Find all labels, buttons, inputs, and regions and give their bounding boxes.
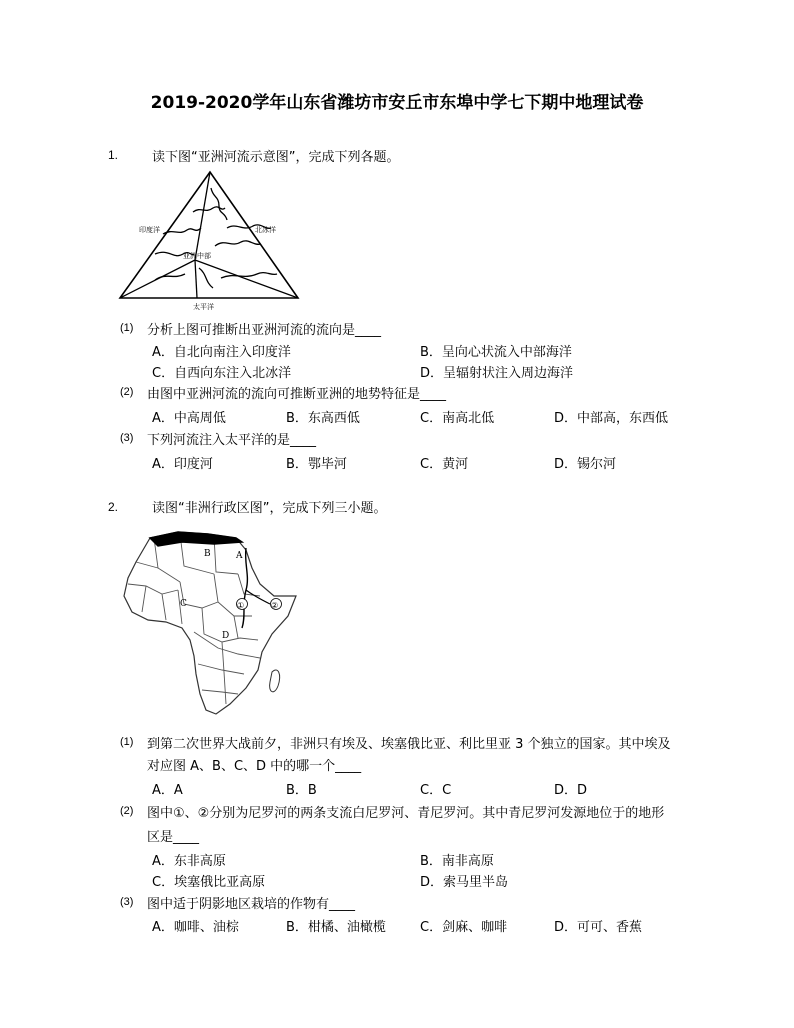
q1-sub3-option-d[interactable]: D．锡尔河 <box>554 457 617 472</box>
africa-map-figure <box>118 524 304 720</box>
q2-sub3-option-b[interactable]: B．柑橘、油橄榄 <box>286 920 386 935</box>
q2-sub2-option-b[interactable]: B．南非高原 <box>420 854 494 869</box>
label-pacific-ocean: 太平洋 <box>193 303 214 311</box>
q2-sub3-option-c[interactable]: C．剑麻、咖啡 <box>420 920 508 935</box>
q2-sub3-option-d[interactable]: D．可可、香蕉 <box>554 920 643 935</box>
shaded-region <box>150 532 242 546</box>
q1-sub3-number: (3) <box>120 432 134 444</box>
asia-rivers-figure <box>115 168 305 311</box>
map-label-river-1: ① <box>237 601 245 610</box>
q1-sub1-text: 分析上图可推断出亚洲河流的流向是____ <box>147 323 382 338</box>
q2-sub1-option-a[interactable]: A．A <box>152 783 183 798</box>
q2-sub3-text: 图中适于阴影地区栽培的作物有____ <box>147 897 356 912</box>
q1-sub1-option-d[interactable]: D．呈辐射状注入周边海洋 <box>420 366 574 381</box>
q2-sub2-text: 图中①、②分别为尼罗河的两条支流白尼罗河、青尼罗河。其中青尼罗河发源地位于的地形 <box>147 806 665 821</box>
q2-sub2-text-line2: 区是____ <box>147 830 200 845</box>
q1-sub2-text: 由图中亚洲河流的流向可推断亚洲的地势特征是____ <box>147 387 447 402</box>
map-label-d: D <box>222 631 230 641</box>
q2-sub2-option-d[interactable]: D．索马里半岛 <box>420 875 509 890</box>
q1-sub3-option-c[interactable]: C．黄河 <box>420 457 469 472</box>
division-line-3 <box>195 260 298 298</box>
africa-outline <box>124 532 296 714</box>
question-2-stem: 读图“非洲行政区图”，完成下列三小题。 <box>152 501 387 516</box>
triangle-outline <box>120 172 298 298</box>
q2-sub1-text: 到第二次世界大战前夕，非洲只有埃及、埃塞俄比亚、利比里亚 3 个独立的国家。其中埃及 <box>147 737 671 752</box>
river-7 <box>155 274 185 280</box>
division-line-1 <box>195 172 210 260</box>
river-6 <box>215 241 261 246</box>
question-1-stem: 读下图“亚洲河流示意图”，完成下列各题。 <box>152 150 400 165</box>
q2-sub2-number: (2) <box>120 805 134 817</box>
q1-sub2-option-a[interactable]: A．中高周低 <box>152 411 226 426</box>
question-1-number: 1. <box>108 148 119 162</box>
question-2-number: 2. <box>108 500 119 514</box>
q1-sub3-option-b[interactable]: B．鄂毕河 <box>286 457 347 472</box>
q1-sub2-option-d[interactable]: D．中部高，东西低 <box>554 411 669 426</box>
label-indian-ocean: 印度洋 <box>139 226 160 234</box>
map-label-c: C <box>180 599 187 609</box>
q1-sub2-number: (2) <box>120 386 134 398</box>
q2-sub1-number: (1) <box>120 736 134 748</box>
q1-sub3-text: 下列河流注入太平洋的是____ <box>147 433 317 448</box>
q1-sub1-option-c[interactable]: C．自西向东注入北冰洋 <box>152 366 292 381</box>
q2-sub1-option-d[interactable]: D．D <box>554 783 588 798</box>
page-title: 2019-2020学年山东省潍坊市安丘市东埠中学七下期中地理试卷 <box>150 93 644 113</box>
q2-sub3-number: (3) <box>120 896 134 908</box>
map-label-river-2: ② <box>271 601 279 610</box>
label-central-asia: 亚洲中部 <box>183 252 211 260</box>
river-9 <box>199 268 213 288</box>
q1-sub1-option-a[interactable]: A．自北向南注入印度洋 <box>152 345 291 360</box>
map-label-a: A <box>236 551 243 561</box>
q2-sub1-option-c[interactable]: C．C <box>420 783 452 798</box>
river-8 <box>221 273 277 278</box>
q2-sub2-option-c[interactable]: C．埃塞俄比亚高原 <box>152 875 266 890</box>
q1-sub3-option-a[interactable]: A．印度河 <box>152 457 213 472</box>
q1-sub2-option-b[interactable]: B．东高西低 <box>286 411 360 426</box>
division-line-4 <box>195 260 197 298</box>
label-arctic-ocean: 北冰洋 <box>255 226 276 234</box>
q2-sub1-option-b[interactable]: B．B <box>286 783 317 798</box>
q1-sub1-option-b[interactable]: B．呈向心状流入中部海洋 <box>420 345 572 360</box>
q1-sub2-option-c[interactable]: C．南高北低 <box>420 411 495 426</box>
q2-sub2-option-a[interactable]: A．东非高原 <box>152 854 226 869</box>
q2-sub3-option-a[interactable]: A．咖啡、油棕 <box>152 920 239 935</box>
madagascar <box>270 670 280 692</box>
map-label-b: B <box>204 549 211 559</box>
q1-sub1-number: (1) <box>120 322 134 334</box>
q2-sub1-text-line2: 对应图 A、B、C、D 中的哪一个____ <box>147 759 362 774</box>
blue-nile-branch <box>246 590 270 604</box>
